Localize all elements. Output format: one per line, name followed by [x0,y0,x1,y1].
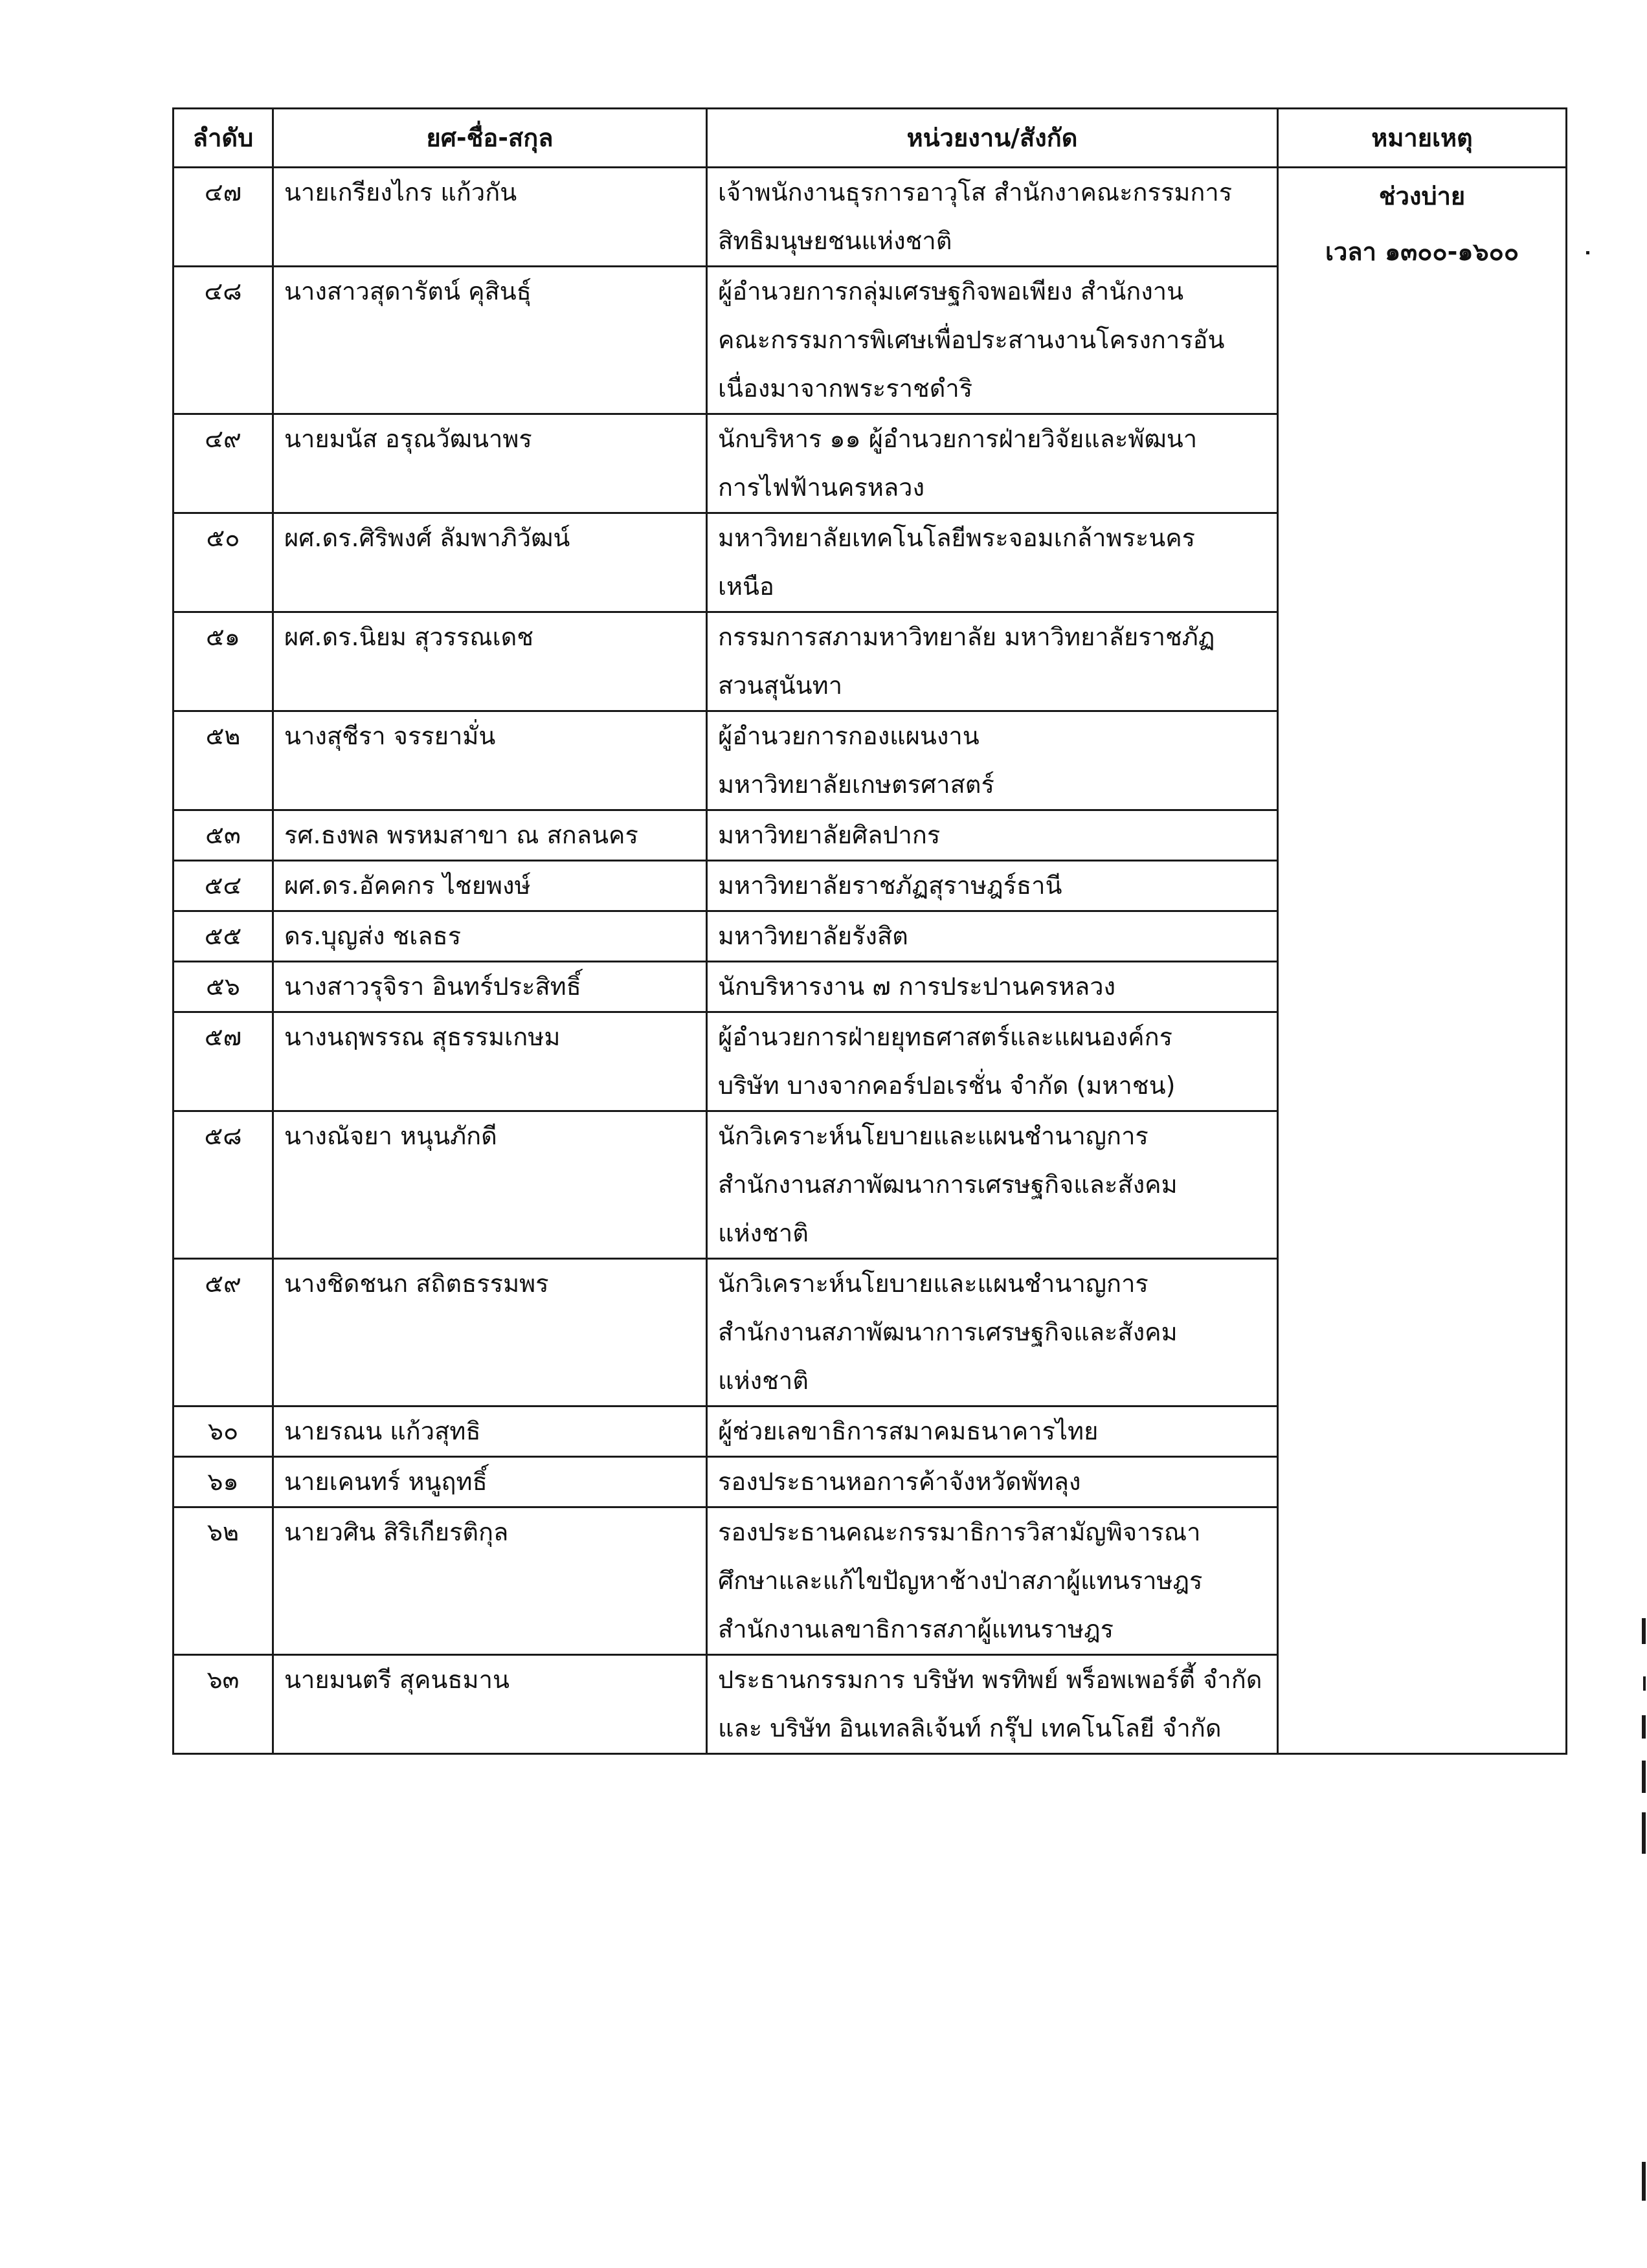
organization-line: และ บริษัท อินเทลลิเจ้นท์ กรุ๊ป เทคโนโลยี จำกัด [718,1714,1222,1742]
organization-line: รองประธานคณะกรรมาธิการวิสามัญพิจารณา [718,1518,1201,1546]
organization-line: สำนักงานเลขาธิการสภาผู้แทนราษฎร [718,1615,1114,1643]
person-name: นายรณน แก้วสุทธิ [273,1406,707,1457]
person-name: รศ.ธงพล พรหมสาขา ณ สกลนคร [273,810,707,861]
row-number: ๕๓ [174,810,273,861]
scan-mark [1642,2162,1646,2201]
row-number: ๕๙ [174,1259,273,1406]
person-name: นางนฤพรรณ สุธรรมเกษม [273,1012,707,1111]
header-no: ลำดับ [174,109,273,168]
note-cell [1278,168,1567,1754]
person-name: ผศ.ดร.อัคคกร ไชยพงษ์ [273,861,707,911]
organization-cell [707,168,1278,267]
organization-line: รองประธานหอการค้าจังหวัดพัทลุง [718,1467,1081,1496]
person-name: ผศ.ดร.ศิริพงศ์ ลัมพาภิวัฒน์ [273,513,707,612]
header-row [174,109,1567,168]
organization-line: การไฟฟ้านครหลวง [718,473,925,502]
row-number: ๖๐ [174,1406,273,1457]
organization-line: กรรมการสภามหาวิทยาลัย มหาวิทยาลัยราชภัฏ [718,623,1215,651]
organization-line: นักบริหารงาน ๗ การประปานครหลวง [718,972,1116,1001]
organization-line: เจ้าพนักงานธุรการอาวุโส สำนักงาคณะกรรมการ [718,178,1233,206]
attendee-table [172,107,1567,1755]
person-name: นายมนัส อรุณวัฒนาพร [273,414,707,513]
header-org: หน่วยงาน/สังกัด [707,109,1278,168]
organization-line: ผู้ช่วยเลขาธิการสมาคมธนาคารไทย [718,1417,1099,1445]
row-number: ๔๘ [174,267,273,414]
organization-cell [707,1012,1278,1111]
person-name: ดร.บุญส่ง ชเลธร [273,911,707,962]
person-name: นางชิดชนก สถิตธรรมพร [273,1259,707,1406]
person-name: นายเกรียงไกร แก้วกัน [273,168,707,267]
organization-line: มหาวิทยาลัยเทคโนโลยีพระจอมเกล้าพระนคร [718,524,1196,552]
row-number: ๕๖ [174,962,273,1012]
organization-cell [707,962,1278,1012]
person-name: นายมนตรี สุคนธมาน [273,1655,707,1754]
organization-cell [707,711,1278,810]
scan-mark [1642,1618,1646,1644]
organization-line: นักวิเคราะห์นโยบายและแผนชำนาญการ [718,1122,1148,1150]
row-number: ๕๒ [174,711,273,810]
organization-line: นักวิเคราะห์นโยบายและแผนชำนาญการ [718,1269,1148,1298]
session-label: ช่วงบ่าย [1378,182,1466,210]
row-number: ๖๓ [174,1655,273,1754]
organization-line: สำนักงานสภาพัฒนาการเศรษฐกิจและสังคม [718,1170,1178,1199]
person-name: นางสุชีรา จรรยามั่น [273,711,707,810]
organization-line: นักบริหาร ๑๑ ผู้อำนวยการฝ่ายวิจัยและพัฒนา [718,425,1198,453]
organization-line: แห่งชาติ [718,1366,809,1395]
organization-line: เหนือ [718,572,774,601]
organization-line: บริษัท บางจากคอร์ปอเรชั่น จำกัด (มหาชน) [718,1071,1176,1100]
scan-mark [1642,1812,1646,1854]
row-number: ๖๒ [174,1507,273,1655]
header-note: หมายเหตุ [1278,109,1567,168]
person-name: นางสาวสุดารัตน์ คุสินธุ์ [273,267,707,414]
organization-line: สวนสุนันทา [718,671,843,700]
organization-cell [707,1507,1278,1655]
organization-line: มหาวิทยาลัยเกษตรศาสตร์ [718,770,994,799]
organization-line: มหาวิทยาลัยราชภัฏสุราษฎร์ธานี [718,871,1062,900]
person-name: นายเคนทร์ หนูฤทธิ์ [273,1457,707,1507]
organization-cell [707,861,1278,911]
row-number: ๕๕ [174,911,273,962]
person-name: นางสาวรุจิรา อินทร์ประสิทธิ์ [273,962,707,1012]
header-name: ยศ-ชื่อ-สกุล [273,109,707,168]
organization-cell [707,810,1278,861]
row-number: ๔๗ [174,168,273,267]
row-number: ๕๐ [174,513,273,612]
table-body [174,168,1567,1754]
organization-line: ศึกษาและแก้ไขปัญหาช้างป่าสภาผู้แทนราษฎร [718,1566,1203,1595]
row-number: ๕๔ [174,861,273,911]
organization-line: เนื่องมาจากพระราชดำริ [718,374,973,403]
row-number: ๔๙ [174,414,273,513]
person-name: ผศ.ดร.นิยม สุวรรณเดช [273,612,707,711]
organization-line: แห่งชาติ [718,1219,809,1247]
person-name: นายวศิน สิริเกียรติกุล [273,1507,707,1655]
session-time: เวลา ๑๓๐๐-๑๖๐๐ [1325,238,1519,266]
organization-line: ผู้อำนวยการกองแผนงาน [718,722,980,750]
organization-cell [707,1406,1278,1457]
scan-mark [1643,1676,1646,1691]
organization-cell [707,911,1278,962]
organization-cell [707,1111,1278,1259]
organization-cell [707,1457,1278,1507]
organization-line: มหาวิทยาลัยรังสิต [718,922,908,950]
organization-line: มหาวิทยาลัยศิลปากร [718,821,941,849]
scan-mark [1586,251,1589,254]
organization-line: สิทธิมนุษยชนแห่งชาติ [718,227,952,255]
row-number: ๕๘ [174,1111,273,1259]
row-number: ๖๑ [174,1457,273,1507]
organization-cell [707,1259,1278,1406]
organization-line: ผู้อำนวยการฝ่ายยุทธศาสตร์และแผนองค์กร [718,1023,1173,1051]
row-number: ๕๗ [174,1012,273,1111]
organization-line: ประธานกรรมการ บริษัท พรทิพย์ พร็อพเพอร์ตี้ จำกัด [718,1665,1262,1694]
organization-line: ผู้อำนวยการกลุ่มเศรษฐกิจพอเพียง สำนักงาน [718,277,1184,306]
organization-cell [707,1655,1278,1754]
organization-cell [707,414,1278,513]
person-name: นางณัจยา หนุนภักดี [273,1111,707,1259]
organization-cell [707,612,1278,711]
row-number: ๕๑ [174,612,273,711]
organization-line: สำนักงานสภาพัฒนาการเศรษฐกิจและสังคม [718,1318,1178,1346]
organization-line: คณะกรรมการพิเศษเพื่อประสานงานโครงการอัน [718,326,1225,354]
scan-mark [1642,1715,1646,1739]
organization-cell [707,513,1278,612]
table-row [174,168,1567,267]
organization-cell [707,267,1278,414]
scan-mark [1642,1761,1646,1793]
